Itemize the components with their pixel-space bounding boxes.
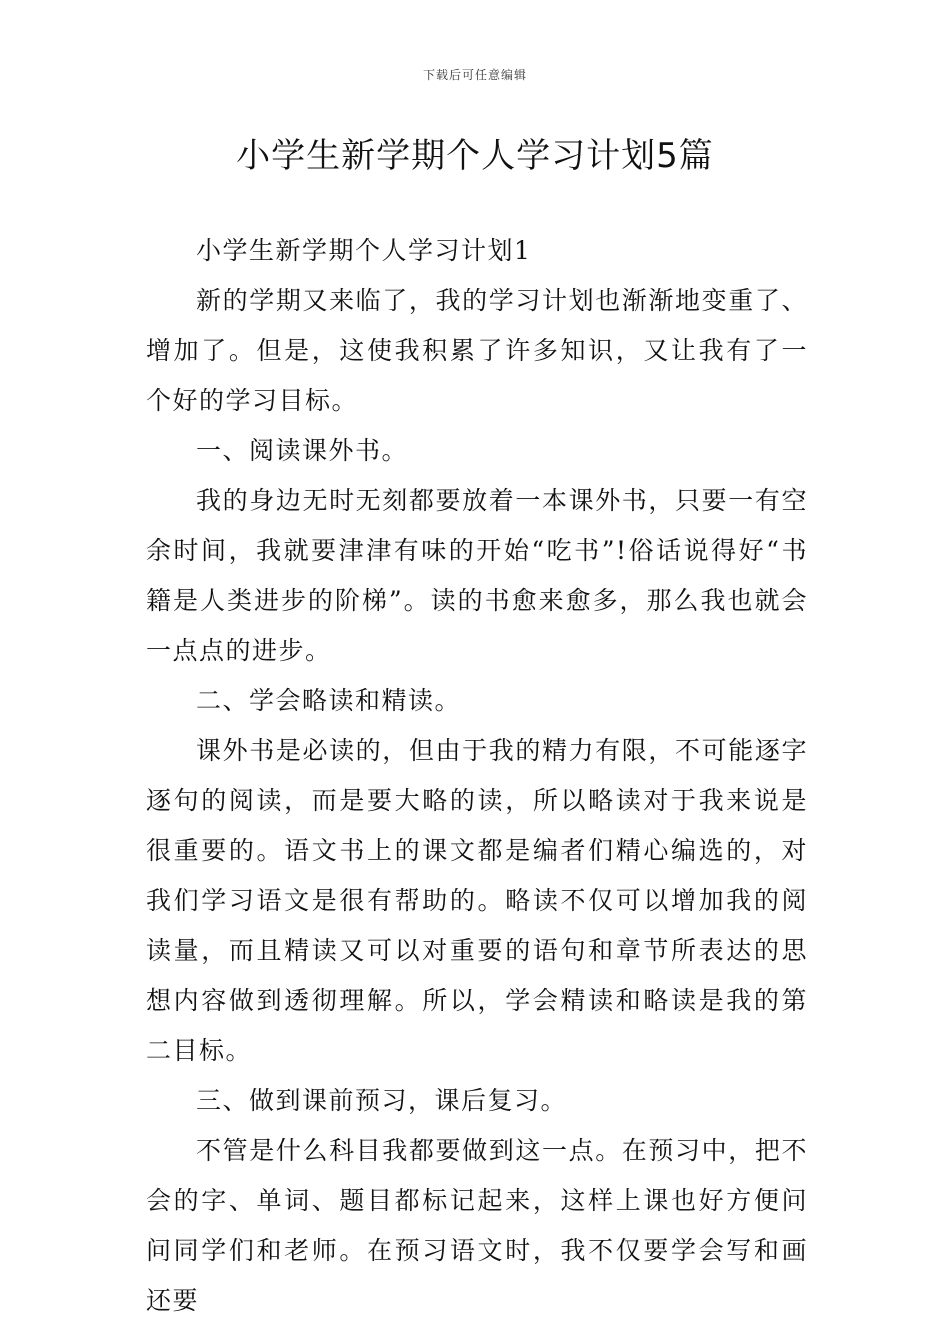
header-note: 下载后可任意编辑 bbox=[422, 68, 527, 82]
section-heading-reading: 一、阅读课外书。 bbox=[196, 436, 409, 465]
section-heading-skimming: 二、学会略读和精读。 bbox=[196, 686, 462, 715]
document-title: 小学生新学期个人学习计划5篇 bbox=[236, 136, 714, 176]
paragraph-preview-review: 不管是什么科目我都要做到这一点。在预习中，把不会的字、单词、题目都标记起来，这样上课也好方便问问同学们和老师。在预习语文时，我不仅要学会写和画还要 bbox=[146, 1136, 808, 1315]
paragraph-intro: 新的学期又来临了，我的学习计划也渐渐地变重了、增加了。但是，这使我积累了许多知识，又让我有了一个好的学习目标。 bbox=[146, 286, 808, 415]
section-heading-plan-1: 小学生新学期个人学习计划1 bbox=[196, 236, 532, 265]
section-heading-preview-review: 三、做到课前预习，课后复习。 bbox=[196, 1086, 568, 1115]
document-body bbox=[146, 226, 808, 1326]
paragraph-reading: 我的身边无时无刻都要放着一本课外书，只要一有空余时间，我就要津津有味的开始“吃书”!俗话说得好“书籍是人类进步的阶梯”。读的书愈来愈多，那么我也就会一点点的进步。 bbox=[146, 486, 808, 665]
paragraph-skimming: 课外书是必读的，但由于我的精力有限，不可能逐字逐句的阅读，而是要大略的读，所以略读对于我来说是很重要的。语文书上的课文都是编者们精心编选的，对我们学习语文是很有帮助的。略读不仅可以增加我的阅读量，而且精读又可以对重要的语句和章节所表达的思想内容做到透彻理解。所以，学会精读和略读是我的第二目标。 bbox=[146, 736, 808, 1065]
